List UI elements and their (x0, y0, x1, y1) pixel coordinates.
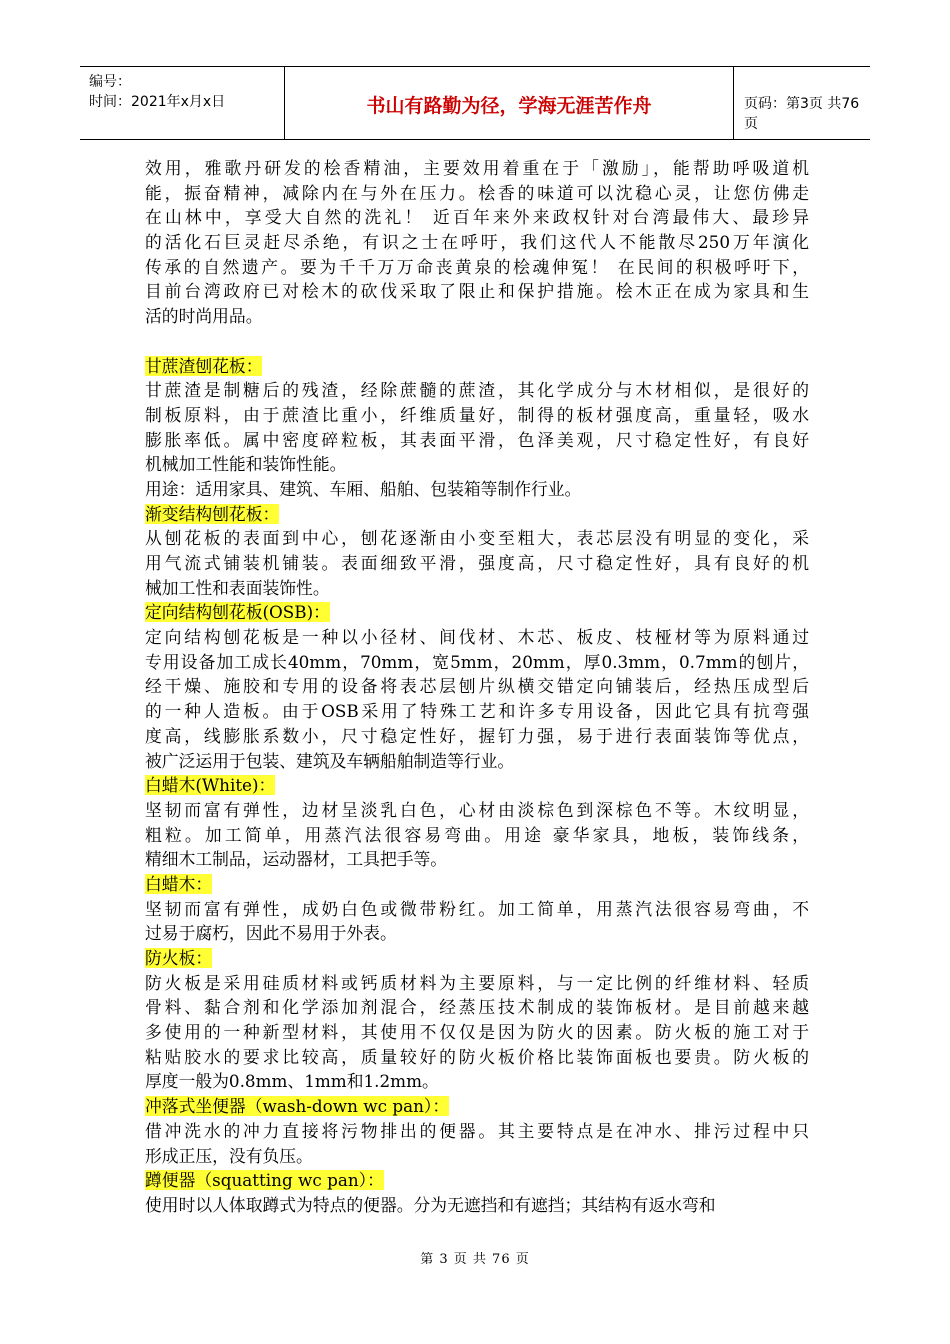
paragraph-line-text: 效用，雅歌丹研发的桧香精油，主要效用着重在于「激励」，能帮助呼吸道机 (145, 158, 809, 178)
paragraph-line (145, 403, 809, 428)
paragraph-line (145, 156, 809, 181)
paragraph-line (145, 847, 809, 872)
paragraph-line (145, 230, 809, 255)
section-heading-text: 蹲便器（squatting wc pan）： (145, 1170, 384, 1191)
section-heading (145, 773, 809, 798)
paragraph-line-text: 使用时以人体取蹲式为特点的便器。分为无遮挡和有遮挡；其结构有返水弯和 (145, 1194, 716, 1215)
paragraph-line-text: 机械加工性能和装饰性能。 (145, 454, 347, 475)
paragraph-line-text: 目前台湾政府已对桧木的砍伐采取了限止和保护措施。桧木正在成为家具和生 (145, 281, 809, 302)
paragraph-line-text: 传承的自然遗产。要为千千万万命丧黄泉的桧魂伸冤！ 在民间的积极呼吁下， (145, 256, 809, 277)
paragraph-line (145, 1069, 809, 1094)
paragraph-line (145, 181, 809, 206)
header-page-info: 页码：第3页 共76页 (744, 96, 860, 132)
paragraph-line-text: 防火板是采用硅质材料或钙质材料为主要原料，与一定比例的纤维材料、轻质 (145, 972, 809, 993)
paragraph-line-text: 精细木工制品，运动器材，工具把手等。 (145, 849, 448, 870)
section-heading-text: 渐变结构刨花板： (145, 503, 280, 524)
paragraph-line-text: 专用设备加工成长40mm，70mm，宽5mm，20mm，厚0.3mm，0.7mm的刨片， (145, 651, 809, 672)
section-heading-text: 防火板： (145, 948, 213, 968)
paragraph-line-text: 度高，线膨胀系数小，尺寸稳定性好，握钉力强，易于进行表面装饰等优点， (145, 725, 809, 746)
paragraph-line-text: 多使用的一种新型材料，其使用不仅仅是因为防火的因素。防火板的施工对于 (145, 1022, 809, 1043)
section-heading (145, 946, 809, 971)
section-heading-text: 冲落式坐便器（wash-down wc pan）： (145, 1096, 450, 1117)
section-heading-text: 白蜡木： (145, 873, 213, 894)
paragraph-line (145, 971, 809, 996)
paragraph-line-text: 甘蔗渣是制糖后的残渣，经除蔗髓的蔗渣，其化学成分与木材相似，是很好的 (145, 380, 809, 401)
paragraph-line (145, 674, 809, 699)
date-label: 时间：2021年x月x日 (89, 94, 226, 110)
paragraph-line (145, 551, 809, 576)
paragraph-line-text: 骨料、黏合剂和化学添加剂混合，经蒸压技术制成的装饰板材。是目前越来越 (145, 997, 809, 1018)
paragraph-line-text: 坚韧而富有弹性，边材呈淡乳白色，心材由淡棕色到深棕色不等。木纹明显， (145, 799, 809, 820)
header-meta-cell (80, 67, 285, 139)
paragraph-line (145, 724, 809, 749)
paragraph-line (145, 1020, 809, 1045)
paragraph-line-text: 能，振奋精神，减除内在与外在压力。桧香的味道可以沈稳心灵，让您仿佛走 (145, 182, 809, 203)
paragraph-line (145, 995, 809, 1020)
paragraph-line (145, 1193, 809, 1218)
paragraph-line (145, 304, 809, 329)
paragraph-line (145, 699, 809, 724)
paragraph-line-text: 械加工性和表面装饰性。 (145, 577, 330, 598)
section-heading (145, 1168, 809, 1193)
paragraph-line (145, 823, 809, 848)
paragraph-line (145, 205, 809, 230)
section-heading-text: 甘蔗渣刨花板： (145, 355, 263, 376)
paragraph-line (145, 526, 809, 551)
paragraph-line-text: 在山林中，享受大自然的洗礼！ 近百年来外来政权针对台湾最伟大、最珍异 (145, 207, 809, 228)
paragraph-line-text: 制板原料，由于蔗渣比重小，纤维质量好，制得的板材强度高，重量轻，吸水 (145, 404, 809, 425)
section-heading (145, 600, 809, 625)
paragraph-line (145, 378, 809, 403)
page-header (80, 66, 870, 140)
section-heading (145, 1094, 809, 1119)
section-heading-text: 定向结构刨花板(OSB)： (145, 602, 330, 623)
paragraph-line-text: 借冲洗水的冲力直接将污物排出的便器。其主要特点是在冲水、排污过程中只 (145, 1120, 809, 1141)
paragraph-line (145, 921, 809, 946)
paragraph-line-text: 经干燥、施胶和专用的设备将表芯层刨片纵横交错定向铺装后，经热压成型后 (145, 676, 809, 697)
paragraph-line (145, 279, 809, 304)
paragraph-line (145, 428, 809, 453)
paragraph-line (145, 749, 809, 774)
paragraph-line-text: 膨胀率低。属中密度碎粒板，其表面平滑，色泽美观，尺寸稳定性好，有良好 (145, 429, 809, 450)
paragraph-line-text: 坚韧而富有弹性，成奶白色或微带粉红。加工简单，用蒸汽法很容易弯曲，不 (145, 898, 809, 919)
paragraph-gap (145, 329, 809, 354)
paragraph-line (145, 255, 809, 280)
paragraph-line-text: 定向结构刨花板是一种以小径材、间伐材、木芯、板皮、枝桠材等为原料通过 (145, 627, 809, 648)
paragraph-line-text: 被广泛运用于包装、建筑及车辆船舶制造等行业。 (145, 750, 515, 771)
paragraph-line-text: 用气流式铺装机铺装。表面细致平滑，强度高，尺寸稳定性好，具有良好的机 (145, 553, 809, 573)
paragraph-line-text: 从刨花板的表面到中心，刨花逐渐由小变至粗大，表芯层没有明显的变化，采 (145, 528, 809, 549)
paragraph-line-text: 过易于腐朽，因此不易用于外表。 (145, 923, 397, 944)
section-heading-text: 白蜡木(White)： (145, 775, 276, 796)
paragraph-line (145, 625, 809, 650)
section-heading (145, 502, 809, 527)
paragraph-line-text: 的一种人造板。由于OSB采用了特殊工艺和许多专用设备，因此它具有抗弯强 (145, 701, 809, 722)
section-heading (145, 872, 809, 897)
page-footer: 第 3 页 共 76 页 (420, 1252, 530, 1267)
document-body (145, 156, 809, 1218)
serial-label: 编号： (89, 74, 131, 90)
paragraph-line (145, 650, 809, 675)
paragraph-line-text: 粘贴胶水的要求比较高，质量较好的防火板价格比装饰面板也要贵。防火板的 (145, 1046, 809, 1067)
paragraph-line-text: 粗粒。加工简单，用蒸汽法很容易弯曲。用途 豪华家具，地板，装饰线条， (145, 824, 809, 845)
paragraph-line (145, 1045, 809, 1070)
paragraph-line-text: 形成正压，没有负压。 (145, 1145, 313, 1166)
paragraph-line-text: 的活化石巨灵赶尽杀绝，有识之士在呼吁，我们这代人不能散尽250万年演化 (145, 232, 809, 253)
motto: 书山有路勤为径，学海无涯苦作舟 (366, 95, 652, 117)
paragraph-line-text: 活的时尚用品。 (145, 306, 263, 327)
header-page-cell (734, 67, 870, 139)
paragraph-line (145, 477, 809, 502)
paragraph-line (145, 897, 809, 922)
paragraph-line (145, 576, 809, 601)
paragraph-line (145, 798, 809, 823)
section-heading (145, 354, 809, 379)
paragraph-line (145, 1119, 809, 1144)
header-motto-cell (285, 67, 734, 139)
paragraph-line (145, 1144, 809, 1169)
paragraph-line-text: 厚度一般为0.8mm、1mm和1.2mm。 (145, 1071, 439, 1092)
paragraph-line-text: 用途：适用家具、建筑、车厢、船舶、包装箱等制作行业。 (145, 478, 582, 499)
paragraph-line (145, 452, 809, 477)
